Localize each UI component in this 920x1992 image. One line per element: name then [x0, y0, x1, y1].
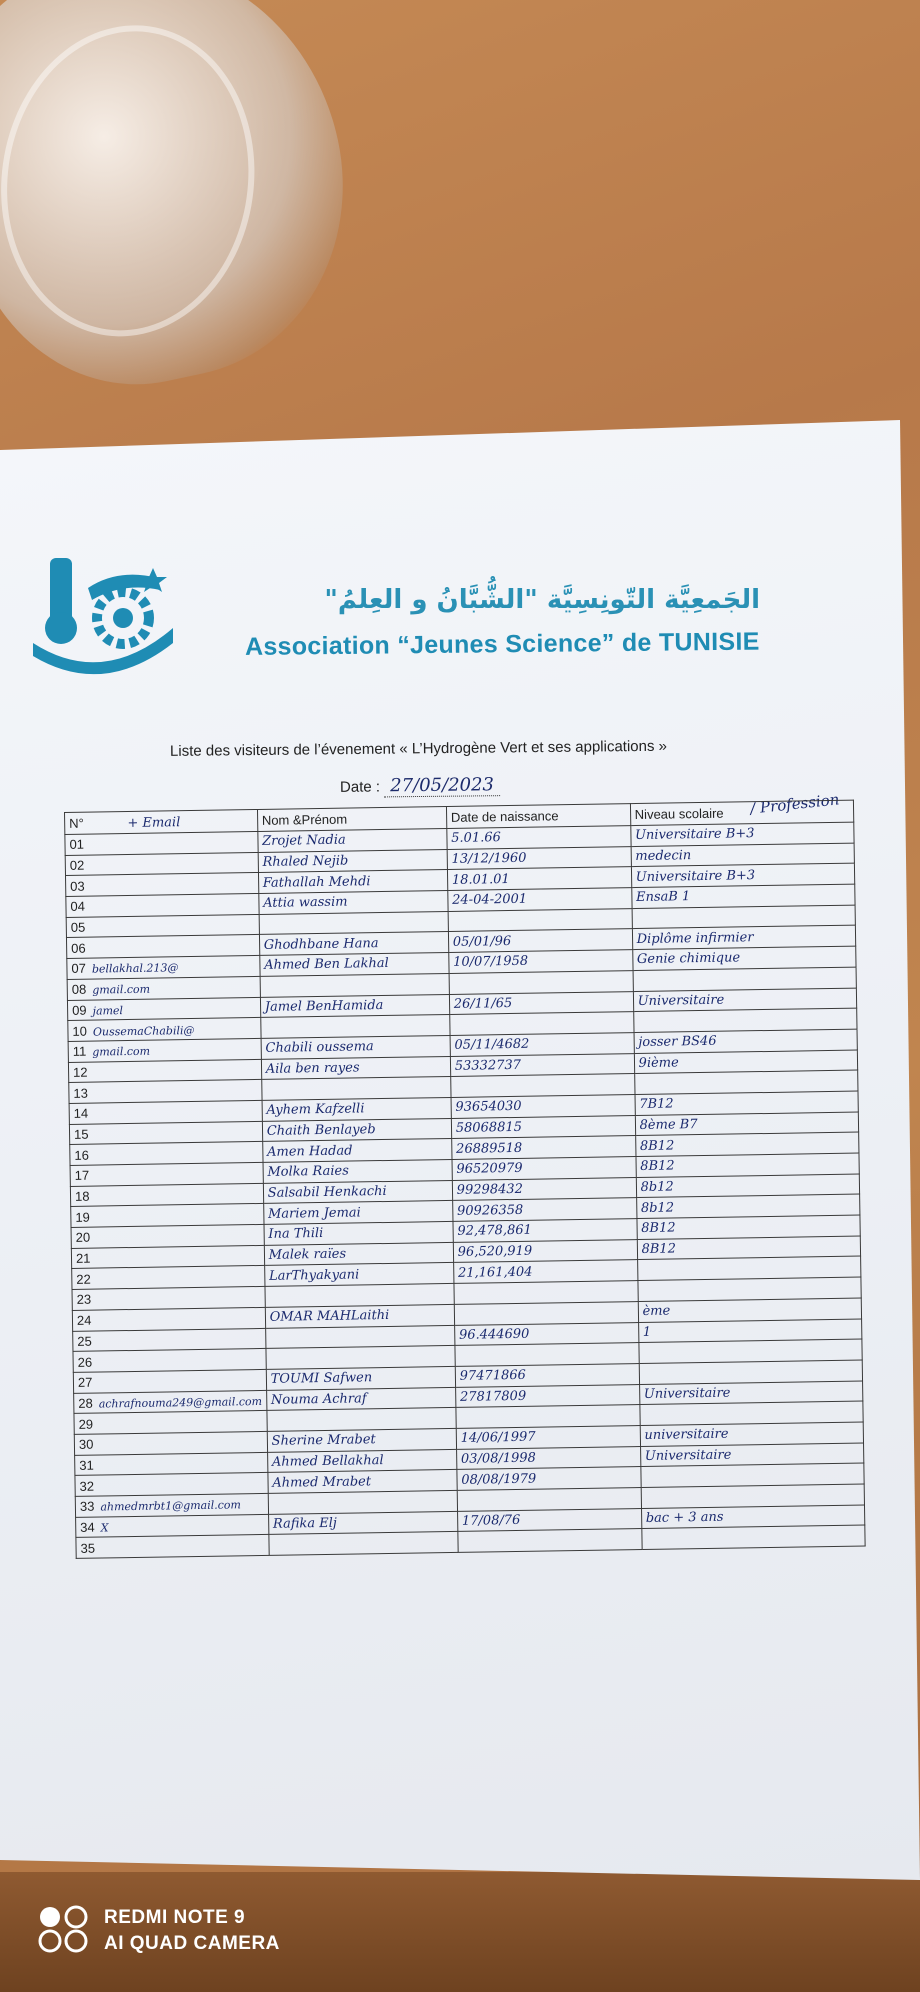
row-dob: 05/11/4682 [450, 1032, 634, 1056]
row-level: bac + 3 ans [641, 1505, 865, 1529]
row-name: OMAR MAHLaithi [265, 1304, 454, 1328]
row-level: Universitaire [633, 988, 857, 1012]
row-name [269, 1532, 458, 1556]
date-label: Date : [339, 778, 381, 796]
row-number: 24 [76, 1312, 92, 1329]
row-level: EnsaB 1 [631, 884, 855, 908]
row-name [268, 1490, 457, 1514]
row-level: Universitaire B+3 [630, 822, 854, 846]
row-number: 32 [79, 1478, 95, 1494]
row-name: Rafika Elj [268, 1511, 457, 1535]
camera-logo-icon [38, 1905, 90, 1953]
camera-label: AI QUAD CAMERA [104, 1933, 280, 1954]
row-dob [448, 908, 632, 932]
row-level: 8B12 [637, 1215, 861, 1239]
row-level: 9ième [634, 1050, 858, 1074]
row-level [641, 1525, 865, 1549]
row-name: Sherine Mrabet [267, 1428, 456, 1452]
row-dob [457, 1488, 641, 1512]
row-number: 17 [74, 1167, 90, 1184]
row-dob: 24-04-2001 [448, 888, 632, 912]
date-value: 27/05/2023 [384, 774, 500, 797]
row-level: medecin [631, 843, 855, 867]
row-name: Ahmed Ben Lakhal [259, 953, 448, 977]
row-dob: 96520979 [452, 1157, 636, 1181]
row-number: 05 [70, 919, 86, 935]
row-dob: 58068815 [451, 1115, 635, 1139]
row-number: 22 [76, 1271, 91, 1287]
row-name: Fathallah Mehdi [258, 870, 447, 894]
row-name [267, 1408, 456, 1432]
row-level: 8B12 [635, 1132, 859, 1156]
visitor-table-wrap [64, 800, 866, 1559]
row-email: achrafnouma249@gmail.com [98, 1394, 263, 1411]
camera-model: REDMI NOTE 9 [104, 1907, 246, 1928]
row-email: gmail.com [92, 982, 151, 997]
row-number: 02 [69, 857, 85, 873]
row-dob: 96,520,919 [453, 1239, 637, 1263]
row-name: Nouma Achraf [266, 1387, 455, 1411]
row-name [265, 1284, 454, 1308]
row-dob [456, 1405, 640, 1429]
row-dob [450, 1074, 634, 1098]
row-number: 35 [80, 1540, 96, 1556]
row-dob [449, 1012, 633, 1036]
row-dob [454, 1281, 638, 1305]
row-name: Rhaled Nejib [258, 849, 447, 873]
row-number: 09 [71, 1002, 87, 1018]
row-dob: 90926358 [452, 1198, 636, 1222]
row-number: 15 [73, 1126, 89, 1142]
header-number: N° + Email [65, 809, 258, 834]
row-number: 10 [72, 1023, 88, 1039]
row-name: Chabili oussema [261, 1035, 450, 1059]
row-number: 26 [77, 1354, 93, 1370]
row-level: 8B12 [637, 1236, 861, 1260]
row-number: 27 [77, 1374, 93, 1391]
row-name [260, 1015, 449, 1039]
row-number: 19 [75, 1209, 90, 1225]
association-logo [28, 548, 178, 678]
row-level: ème [638, 1298, 862, 1322]
list-title: Liste des visiteurs de l’évenement « L’Hydrogène Vert et ses applications » [169, 737, 668, 760]
header-level: Niveau scolaire [630, 800, 854, 826]
row-level: 8ème B7 [635, 1112, 859, 1136]
row-dob [449, 970, 633, 994]
row-name: Mariem Jemai [263, 1201, 452, 1225]
row-name [261, 1077, 450, 1101]
row-number: 23 [76, 1292, 92, 1308]
row-number: 31 [79, 1457, 94, 1473]
row-level: 7B12 [635, 1091, 859, 1115]
row-level: 8b12 [636, 1194, 860, 1218]
row-number: 11 [72, 1043, 87, 1060]
row-name [260, 973, 449, 997]
row-name: Ahmed Bellakhal [267, 1449, 456, 1473]
row-level: Diplôme infirmier [632, 926, 856, 950]
row-name [265, 1325, 454, 1349]
row-dob: 21,161,404 [453, 1260, 637, 1284]
row-name: Amen Hadad [262, 1139, 451, 1163]
row-name: LarThyakyani [264, 1263, 453, 1287]
row-email: OussemaChabili@ [92, 1023, 195, 1039]
row-email: gmail.com [92, 1044, 151, 1059]
row-email: X [100, 1521, 109, 1535]
row-number: 06 [71, 940, 86, 956]
row-name: Ahmed Mrabet [268, 1470, 457, 1494]
row-dob: 53332737 [450, 1053, 634, 1077]
row-name: Ghodhbane Hana [259, 932, 448, 956]
row-name: Chaith Benlayeb [262, 1118, 451, 1142]
row-number: 25 [77, 1333, 92, 1349]
row-level: 1 [638, 1319, 862, 1343]
row-number: 14 [73, 1105, 89, 1122]
row-level: 8B12 [636, 1153, 860, 1177]
row-dob: 93654030 [451, 1095, 635, 1119]
row-number-cell [76, 1535, 269, 1559]
row-number: 18 [74, 1188, 90, 1204]
row-dob: 05/01/96 [448, 929, 632, 953]
row-number: 29 [78, 1416, 94, 1432]
header-email-note: + Email [127, 814, 181, 831]
row-name: Aila ben rayes [261, 1056, 450, 1080]
row-number: 20 [75, 1230, 91, 1246]
row-level: Universitaire B+3 [631, 863, 855, 887]
row-name: Ina Thili [264, 1222, 453, 1246]
row-email: jamel [92, 1003, 124, 1018]
row-number: 07 [71, 961, 87, 977]
row-number: 33 [79, 1498, 95, 1515]
row-name: Ayhem Kafzelli [262, 1097, 451, 1121]
row-dob: 5.01.66 [447, 826, 631, 850]
row-dob [458, 1529, 642, 1553]
row-level: universitaire [640, 1422, 864, 1446]
row-dob: 17/08/76 [457, 1508, 641, 1532]
bottle-ring [0, 9, 274, 353]
row-level: 8b12 [636, 1174, 860, 1198]
row-name: Attia wassim [259, 891, 448, 915]
row-name [259, 911, 448, 935]
row-dob: 10/07/1958 [449, 950, 633, 974]
row-dob: 27817809 [455, 1384, 639, 1408]
row-dob: 97471866 [455, 1363, 639, 1387]
row-number: 13 [73, 1085, 88, 1101]
header-dob: Date de naissance [446, 804, 630, 829]
row-dob: 26/11/65 [449, 991, 633, 1015]
row-level: Universitaire [639, 1381, 863, 1405]
profession-note: / Profession [749, 790, 841, 818]
row-level: josser BS46 [634, 1029, 858, 1053]
row-dob: 99298432 [452, 1177, 636, 1201]
row-number: 34 [80, 1519, 95, 1535]
row-number: 12 [72, 1064, 88, 1080]
row-number: 04 [70, 899, 86, 915]
row-number: 28 [78, 1395, 93, 1411]
association-name: Association “Jeunes Science” de TUNISIE [244, 627, 760, 661]
row-number: 08 [71, 981, 87, 998]
row-dob: 14/06/1997 [456, 1425, 640, 1449]
row-number: 16 [74, 1147, 89, 1163]
table-surface [0, 1872, 920, 1992]
row-dob: 18.01.01 [447, 867, 631, 891]
row-number: 01 [69, 837, 85, 853]
row-number: 21 [75, 1250, 91, 1266]
row-number: 30 [78, 1436, 94, 1453]
row-name: TOUMI Safwen [266, 1366, 455, 1390]
row-email: bellakhal.213@ [91, 961, 179, 977]
row-number: 03 [70, 878, 85, 894]
water-bottle [0, 0, 380, 415]
arabic-association-name: الجَمعِيَّة التّونِسِيَّة "الشُّبَّانُ و العِلمُ" [324, 585, 760, 615]
row-dob [454, 1301, 638, 1325]
header-name: Nom &Prénom [257, 806, 446, 831]
row-dob: 03/08/1998 [456, 1446, 640, 1470]
row-name: Salsabil Henkachi [263, 1180, 452, 1204]
row-email: ahmedmrbt1@gmail.com [100, 1498, 242, 1514]
row-dob: 26889518 [451, 1136, 635, 1160]
row-level: Universitaire [640, 1443, 864, 1467]
date-line [340, 774, 500, 797]
row-name: Molka Raies [263, 1159, 452, 1183]
row-level: Genie chimique [632, 946, 856, 970]
row-dob [455, 1343, 639, 1367]
row-name [266, 1346, 455, 1370]
row-dob: 96.444690 [454, 1322, 638, 1346]
row-name: Zrojet Nadia [258, 828, 447, 852]
visitor-table [64, 800, 866, 1559]
row-name: Malek raïes [264, 1242, 453, 1266]
row-name: Jamel BenHamida [260, 994, 449, 1018]
row-dob: 08/08/1979 [457, 1467, 641, 1491]
row-dob: 92,478,861 [453, 1219, 637, 1243]
row-dob: 13/12/1960 [447, 846, 631, 870]
